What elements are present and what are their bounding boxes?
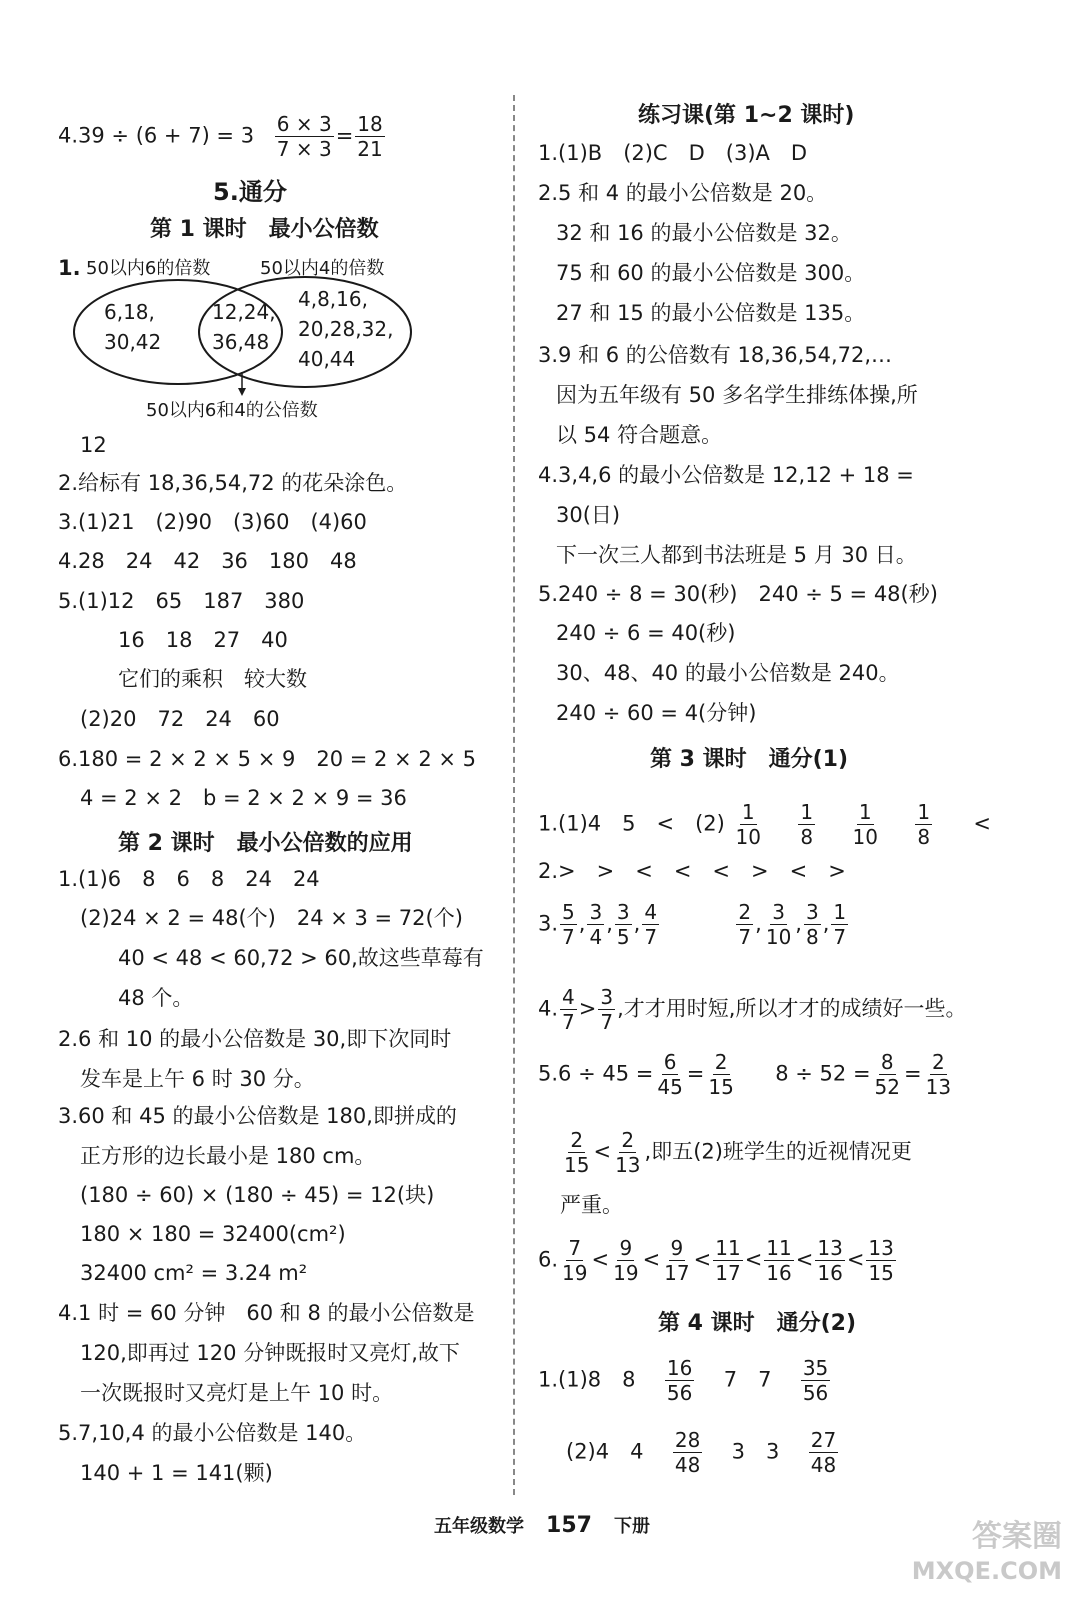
r1-line-b: (2)24 × 2 = 48(个) 24 × 3 = 72(个) [80, 906, 463, 930]
q5-line-d: (2)20 72 24 60 [80, 707, 280, 731]
fraction: $\frac{9}{17}$ [664, 1236, 690, 1285]
q4: 4.28 24 42 36 180 48 [58, 549, 357, 573]
venn-bottom-label: 50以内6和4的公倍数 [146, 400, 318, 421]
fraction: $\frac{2}{13}$ [615, 1128, 641, 1177]
fraction: $\frac{4}{7}$ [644, 900, 658, 949]
fraction: $\frac{18}{21}$ [357, 112, 383, 161]
lesson-1-title: 第 1 课时 最小公倍数 [150, 217, 379, 242]
p4-line-a: 4.3,4,6 的最小公倍数是 12,12 + 18 = [538, 463, 914, 487]
p3-line-c: 以 54 符合题意。 [556, 423, 723, 447]
t3: 3. $\frac{5}{7}$ , $\frac{3}{4}$ , $\frac{3}{5}$ , $\frac{4}{7}$ $\frac{2}{7}$ , $\frac{3}{10}$ , $\frac{3}{8}$ , $\frac{1}{7}$ [538, 900, 847, 949]
r5-line-a: 5.7,10,4 的最小公倍数是 140。 [58, 1421, 367, 1445]
p5-line-a: 5.240 ÷ 8 = 30(秒) 240 ÷ 5 = 48(秒) [538, 582, 938, 606]
u1: 1.(1)8 8 $\frac{16}{56}$ 7 7 $\frac{35}{56}$ [538, 1356, 829, 1405]
fraction: $\frac{9}{19}$ [613, 1236, 639, 1285]
fraction: $\frac{28}{48}$ [674, 1428, 701, 1477]
fraction: $\frac{1}{7}$ [833, 900, 847, 949]
r1-line-c: 40 < 48 < 60,72 > 60,故这些草莓有 [118, 946, 484, 970]
lesson-2-title: 第 2 课时 最小公倍数的应用 [118, 831, 413, 856]
r3-line-e: 32400 cm² = 3.24 m² [80, 1261, 308, 1285]
fraction: $\frac{8}{52}$ [874, 1050, 900, 1099]
fraction: $\frac{11}{17}$ [715, 1236, 741, 1285]
q1-answer: 12 [80, 433, 107, 457]
q5-line-b: 16 18 27 40 [118, 628, 288, 652]
t5: 5.6 ÷ 45 = $\frac{6}{45}$ = $\frac{2}{15}$ 8 ÷ 52 = $\frac{8}{52}$ = $\frac{2}{13}$ [538, 1050, 952, 1099]
lesson-4-title: 第 4 课时 通分(2) [658, 1311, 857, 1336]
fraction: $\frac{13}{16}$ [817, 1236, 843, 1285]
p5-line-d: 240 ÷ 60 = 4(分钟) [556, 701, 757, 725]
fraction: $\frac{35}{56}$ [802, 1356, 829, 1405]
fraction: $\frac{2}{15}$ [564, 1128, 590, 1177]
r4-line-b: 120,即再过 120 分钟既报时又亮灯,故下 [80, 1341, 460, 1365]
fraction: $\frac{3}{7}$ [600, 985, 614, 1034]
q5-line-a: 5.(1)12 65 187 380 [58, 589, 305, 613]
fraction: $\frac{1}{10}$ [735, 800, 761, 849]
t2: 2.> > < < < > < > [538, 859, 846, 883]
venn-arrow-head [238, 388, 246, 396]
p2-line-c: 75 和 60 的最小公倍数是 300。 [556, 261, 866, 285]
fraction: $\frac{2}{15}$ [708, 1050, 734, 1099]
r4-line-a: 4.1 时 = 60 分钟 60 和 8 的最小公倍数是 [58, 1301, 475, 1325]
page-number: 157 [546, 1513, 592, 1538]
q6-line-a: 6.180 = 2 × 2 × 5 × 9 20 = 2 × 2 × 5 [58, 747, 476, 771]
r2-line-b: 发车是上午 6 时 30 分。 [80, 1067, 315, 1091]
fraction: $\frac{5}{7}$ [562, 900, 575, 949]
footer-grade: 五年级数学 [434, 1516, 525, 1537]
fraction: $\frac{2}{7}$ [738, 900, 752, 949]
venn-left-values: 6,18, 30,42 [104, 300, 162, 354]
p2-line-b: 32 和 16 的最小公倍数是 32。 [556, 221, 852, 245]
q3: 3.(1)21 (2)90 (3)60 (4)60 [58, 510, 367, 534]
venn-right-values: 4,8,16, 20,28,32, 40,44 [298, 287, 394, 371]
r4-line-c: 一次既报时又亮灯是上午 10 时。 [80, 1381, 394, 1405]
r3-line-b: 正方形的边长最小是 180 cm。 [80, 1144, 376, 1168]
fraction: $\frac{7}{19}$ [562, 1236, 588, 1285]
column-divider [513, 95, 515, 1495]
r2-line-a: 2.6 和 10 的最小公倍数是 30,即下次同时 [58, 1027, 452, 1051]
p2-line-a: 2.5 和 4 的最小公倍数是 20。 [538, 181, 828, 205]
fraction: $\frac{27}{48}$ [810, 1428, 837, 1477]
r1-line-d: 48 个。 [118, 986, 194, 1010]
fraction: $\frac{1}{8}$ [917, 800, 931, 849]
equation-text: 4.39 ÷ (6 + 7) = 3 [58, 123, 255, 148]
fraction: $\frac{13}{15}$ [868, 1236, 894, 1285]
t5-line-c: 严重。 [560, 1193, 623, 1217]
fraction: $\frac{16}{56}$ [666, 1356, 693, 1405]
watermark: 答案圈 MXQE.COM [911, 1519, 1062, 1585]
fraction: $\frac{3}{5}$ [616, 900, 630, 949]
r3-line-c: (180 ÷ 60) × (180 ÷ 45) = 12(块) [80, 1183, 435, 1207]
t1: 1.(1)4 5 < (2) $\frac{1}{10}$ $\frac{1}{8}$ $\frac{1}{10}$ $\frac{1}{8}$ < [538, 800, 992, 849]
fraction: $\frac{6 \times 3}{7 \times 3}$ [276, 112, 332, 161]
p3-line-b: 因为五年级有 50 多名学生排练体操,所 [556, 383, 918, 407]
fraction: $\frac{1}{10}$ [852, 800, 878, 849]
fraction: $\frac{1}{8}$ [800, 800, 814, 849]
t6: 6. $\frac{7}{19}$ < $\frac{9}{19}$ < $\frac{9}{17}$ < $\frac{11}{17}$ < $\frac{11}{16}$ < $\frac{13}{16}$ < $\frac{13}{15}$ [538, 1236, 894, 1285]
left-line-1: 4.39 ÷ (6 + 7) = 3 $\frac{6 \times 3}{7 \times 3}$ = $\frac{18}{21}$ [58, 112, 383, 161]
r3-line-d: 180 × 180 = 32400(cm²) [80, 1222, 346, 1246]
p4-line-b: 30(日) [556, 503, 621, 527]
p5-line-c: 30、48、40 的最小公倍数是 240。 [556, 661, 900, 685]
q2: 2.给标有 18,36,54,72 的花朵涂色。 [58, 471, 408, 495]
fraction: $\frac{3}{10}$ [765, 900, 792, 949]
t4: 4. $\frac{4}{7}$ > $\frac{3}{7}$ ,才才用时短,所以才才的成绩好一些。 [538, 985, 967, 1034]
venn-middle-values: 12,24, 36,48 [212, 300, 276, 354]
fraction: $\frac{3}{4}$ [589, 900, 603, 949]
p3-line-a: 3.9 和 6 的公倍数有 18,36,54,72,… [538, 343, 893, 367]
fraction: $\frac{3}{8}$ [805, 900, 819, 949]
practice-title: 练习课(第 1~2 课时) [638, 103, 855, 128]
fraction: $\frac{4}{7}$ [562, 985, 575, 1034]
venn-right-label: 50以内4的倍数 [260, 258, 385, 279]
q6-line-b: 4 = 2 × 2 b = 2 × 2 × 9 = 36 [80, 786, 407, 810]
fraction: $\frac{2}{13}$ [925, 1050, 952, 1099]
t5-line-b: $\frac{2}{15}$ < $\frac{2}{13}$ ,即五(2)班学生的近视情况更 [564, 1128, 912, 1177]
section-title: 5.通分 [213, 178, 287, 206]
question-1-number: 1. [58, 256, 81, 280]
fraction: $\frac{6}{45}$ [657, 1050, 683, 1099]
r1-line-a: 1.(1)6 8 6 8 24 24 [58, 867, 320, 891]
p4-line-c: 下一次三人都到书法班是 5 月 30 日。 [556, 543, 917, 567]
p2-line-d: 27 和 15 的最小公倍数是 135。 [556, 301, 866, 325]
footer-volume: 下册 [613, 1516, 650, 1537]
p1: 1.(1)B (2)C D (3)A D [538, 141, 808, 165]
q5-line-c: 它们的乘积 较大数 [118, 667, 307, 691]
u2: (2)4 4 $\frac{28}{48}$ 3 3 $\frac{27}{48}$ [566, 1428, 837, 1477]
venn-left-label: 50以内6的倍数 [86, 258, 211, 279]
fraction: $\frac{11}{16}$ [766, 1236, 792, 1285]
p5-line-b: 240 ÷ 6 = 40(秒) [556, 621, 736, 645]
r5-line-b: 140 + 1 = 141(颗) [80, 1461, 273, 1485]
lesson-3-title: 第 3 课时 通分(1) [650, 747, 849, 772]
r3-line-a: 3.60 和 45 的最小公倍数是 180,即拼成的 [58, 1104, 457, 1128]
